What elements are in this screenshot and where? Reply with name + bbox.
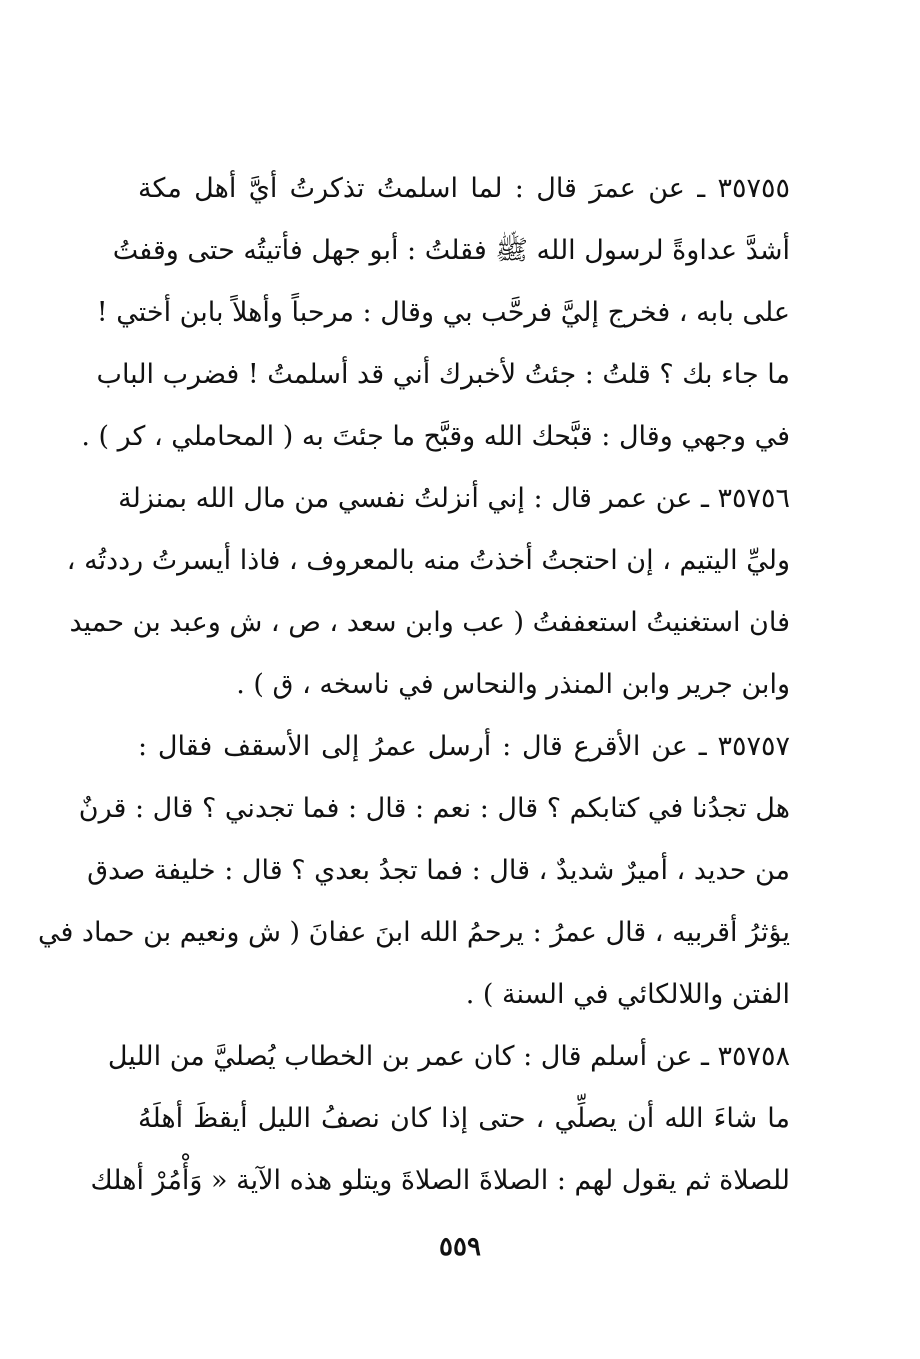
text-line: أشدَّ عداوةً لرسول الله ﷺ فقلتُ : أبو جهل فأتيتُه حتى وقفتُ [112,235,790,266]
text-line: ما جاء بك ؟ قلتُ : جئتُ لأخبرك أني قد أسلمتُ ! فضرب الباب [96,359,790,390]
text-line: من حديد ، أميرٌ شديدٌ ، قال : فما تجدُ بعدي ؟ قال : خليفة صدق [87,855,790,886]
text-line: ٣٥٧٥٨ ـ عن أسلم قال : كان عمر بن الخطاب يُصليَّ من الليل [107,1041,790,1072]
text-line: على بابه ، فخرج إليَّ فرحَّب بي وقال : مرحباً وأهلاً بابن أختي ! [96,297,790,328]
body-text [37,158,790,1212]
text-line: فان استغنيتُ استعففتُ ( عب وابن سعد ، ص ، ش وعبد بن حميد [69,607,790,638]
text-line: في وجهي وقال : قبَّحك الله وقبَّح ما جئتَ به ( المحاملي ، كر ) . [81,421,790,452]
text-line: ٣٥٧٥٧ ـ عن الأقرع قال : أرسل عمرُ إلى الأسقف فقال : [138,731,790,762]
text-line: يؤثرُ أقربيه ، قال عمرُ : يرحمُ الله ابنَ عفانَ ( ش ونعيم بن حماد في [37,917,790,948]
text-line: وابن جرير وابن المنذر والنحاس في ناسخه ، ق ) . [236,669,790,700]
text-line: وليِّ اليتيم ، إن احتجتُ أخذتُ منه بالمعروف ، فاذا أيسرتُ رددتُه ، [66,545,790,576]
text-line: ما شاءَ الله أن يصلِّي ، حتى إذا كان نصفُ الليل أيقظَ أهلَهُ [138,1103,790,1134]
text-line: ٣٥٧٥٦ ـ عن عمر قال : إني أنزلتُ نفسي من مال الله بمنزلة [118,483,790,514]
text-line: هل تجدُنا في كتابكم ؟ قال : نعم : قال : فما تجدني ؟ قال : قرنٌ [78,793,790,824]
text-line: الفتن واللالكائي في السنة ) . [465,979,790,1010]
page-number: ٥٥٩ [439,1232,481,1262]
text-line: للصلاة ثم يقول لهم : الصلاةَ الصلاةَ ويتلو هذه الآية « وَأْمُرْ أهلك [90,1165,790,1196]
text-line: ٣٥٧٥٥ ـ عن عمرَ قال : لما اسلمتُ تذكرتُ أيَّ أهل مكة [138,173,790,204]
